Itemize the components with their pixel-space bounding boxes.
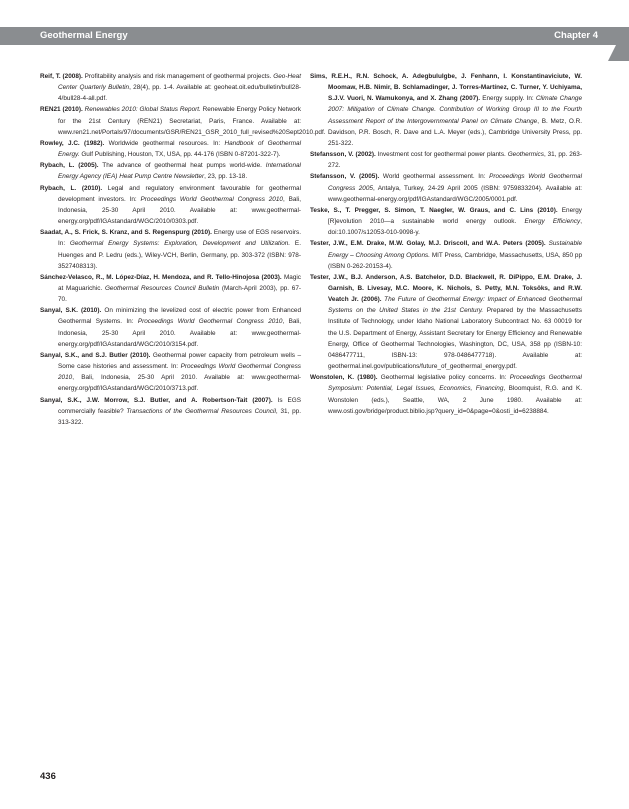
reference-details: Prepared by the Massachusetts Institute of Technology, under Idaho National Laboratory Subcontract No. 63 00019 for the U.S. Department of Energy, Assistant Secretary for Energy Efficiency and Renewable Energy, Office of Geothermal Technologies, Washington, DC, USA, 358 pp (ISBN-10: 0486477711, ISBN-13: 978-0486477718). Available at: geothermal.inel.gov/publications/future_of_geothermal_energy.pdf. <box>328 307 582 371</box>
reference-authors: Saadat, A., S. Frick, S. Kranz, and S. Regenspurg (2010). <box>40 229 212 237</box>
reference-text: Legal and regulatory environment favourable for geothermal development investors. In: <box>58 184 301 203</box>
reference-authors: Reif, T. (2008). <box>40 73 83 80</box>
reference-details: , Bali, Indonesia, 25-30 April 2010. Available at: www.geothermal-energy.org/pdf/IGAstandard/WGC/2010/0303.pdf. <box>58 195 301 226</box>
reference-entry <box>40 227 301 272</box>
references-right-column <box>310 71 582 417</box>
reference-source: Renewables 2010: Global Status Report. <box>84 106 201 114</box>
reference-entry <box>40 183 301 228</box>
reference-details: E. Huenges and P. Ledru (eds.), Wiley-VCH, Berlin, Germany, pp. 303-372 (ISBN: 978-3527408313). <box>58 240 301 270</box>
reference-authors: Wonstolen, K. (1980). <box>310 374 378 382</box>
reference-entry <box>310 372 582 417</box>
reference-details: , Bloomquist, R.G. and K. Wonstolen (eds.), Seattle, WA, 2 June 1980. Available at: www.osti.gov/bridge/product.biblio.jsp?query_id=0&page=0&osti_id=6238884. <box>328 385 582 415</box>
running-title: Geothermal Energy <box>40 30 128 41</box>
reference-authors: Rowley, J.C. (1982). <box>40 139 105 147</box>
reference-text: The advance of geothermal heat pumps world-wide. <box>98 162 266 170</box>
reference-entry <box>40 71 301 104</box>
reference-details: Renewable Energy Policy Network for the 21st Century (REN21) Secretariat, Paris, France. Available at: www.ren21.net/Portals/97/documents/GSR/REN21_GSR_2010_full_revised%20Sept2010.pdf. <box>58 106 326 136</box>
reference-authors: REN21 (2010). <box>40 106 83 114</box>
reference-entry <box>310 238 582 271</box>
reference-source: Geothermal Resources Council Bulletin <box>104 284 220 292</box>
reference-authors: Sanyal, S.K., and S.J. Butler (2010). <box>40 351 151 359</box>
reference-authors: Sanyal, S.K., J.W. Morrow, S.J. Butler, and A. Robertson-Tait (2007). <box>40 396 273 404</box>
reference-source: Proceedings World Geothermal Congress 2010 <box>58 363 301 382</box>
reference-authors: Rybach, L. (2010). <box>40 184 103 192</box>
reference-source: Proceedings World Geothermal Congress 2010 <box>137 318 283 326</box>
reference-source: Climate Change 2007: Mitigation of Climate Change. Contribution of Working Group III to the Fourth Assessment Report of the Intergovernmental Panel on Climate Change <box>328 95 583 125</box>
reference-text: Worldwide geothermal resources. In: <box>104 139 225 147</box>
reference-source: Energy Efficiency <box>524 218 581 226</box>
reference-authors: Teske, S., T. Pregger, S. Simon, T. Naegler, W. Graus, and C. Lins (2010). <box>310 206 558 214</box>
reference-text: Investment cost for geothermal power plants. <box>375 151 508 159</box>
reference-text: Is EGS commercially feasible? <box>58 396 301 415</box>
reference-source: Geothermics <box>507 151 544 159</box>
reference-authors: Stefansson, V. (2002). <box>310 151 376 159</box>
reference-text: Geothermal legislative policy concerns. In: <box>377 374 510 382</box>
reference-details: (March-April 2003), pp. 67-70. <box>58 284 302 304</box>
reference-details: , B. Metz, O.R. Davidson, P.R. Bosch, R. Dave and L.A. Meyer (eds.), Cambridge University Press, pp. 251-322. <box>328 117 582 147</box>
reference-source: Sustainable Energy – Choosing Among Options. <box>328 240 582 259</box>
reference-details: , 23, pp. 13-18. <box>204 173 248 181</box>
reference-entry <box>40 104 326 137</box>
reference-text: Magic at Maguarichic. <box>58 273 301 292</box>
chapter-header-bar <box>0 27 608 45</box>
reference-authors: Tester, J.W., B.J. Anderson, A.S. Batchelor, D.D. Blackwell, R. DiPippo, E.M. Drake, J. Garnish, B. Livesay, M.C. Moore, K. Nichols, S. Petty, M.N. Toksöks, and R.W. Veatch Jr. (2006). <box>310 273 582 304</box>
references-left-column <box>40 71 326 428</box>
reference-details: , Bali, Indonesia, 25-30 April 2010. Available at: www.geothermal-energy.org/pdf/IGAstandard/WGC/2010/3713.pdf. <box>58 374 301 393</box>
reference-text: Energy supply. In: <box>480 95 536 103</box>
reference-details: , 31, pp. 313-322. <box>58 407 301 426</box>
reference-entry <box>310 205 582 238</box>
reference-entry <box>40 350 301 395</box>
reference-details: , 31, pp. 263-272. <box>328 151 582 170</box>
reference-source: The Future of Geothermal Energy: Impact of Enhanced Geothermal Systems on the United States in the 21st Century. <box>328 296 582 315</box>
reference-source: Proceedings Geothermal Symposium: Potential, Legal Issues, Economics, Financing <box>328 374 582 393</box>
reference-source: International Energy Agency (IEA) Heat Pump Centre Newsletter <box>58 162 301 181</box>
reference-entry <box>40 395 301 428</box>
chapter-label: Chapter 4 <box>554 30 598 41</box>
reference-entry <box>310 272 582 372</box>
reference-source: Geo-Heat Center Quarterly Bulletin <box>58 73 301 92</box>
reference-source: Handbook of Geothermal Energy. <box>58 139 301 159</box>
reference-source: Geothermal Energy Systems: Exploration, Development and Utilization. <box>69 240 291 248</box>
reference-text: Energy use of EGS reservoirs. In: <box>58 229 301 248</box>
reference-entry <box>40 272 301 305</box>
reference-details: MIT Press, Cambridge, Massachusetts, USA, 850 pp (ISBN 0-262-20153-4). <box>328 251 582 270</box>
reference-text: World geothermal assessment. In: <box>379 173 490 181</box>
reference-authors: Sánchez-Velasco, R., M. López-Díaz, H. Mendoza, and R. Tello-Hinojosa (2003). <box>40 273 282 281</box>
reference-entry <box>40 138 301 160</box>
reference-entry <box>310 71 582 149</box>
reference-details: , Antalya, Turkey, 24-29 April 2005 (ISBN: 9759833204). Available at: www.geothermal-energy.org/pdf/IGAstandard/WGC/2005/0001.pdf. <box>328 184 582 203</box>
reference-text: Energy [R]evolution 2010—a sustainable world energy outlook. <box>328 206 582 226</box>
reference-entry <box>310 171 582 204</box>
reference-text: Profitability analysis and risk management of geothermal projects. <box>82 73 274 80</box>
reference-details: Gulf Publishing, Houston, TX, USA, pp. 44-176 (ISBN 0-87201-322-7). <box>79 151 281 159</box>
header-accent-notch <box>608 45 616 61</box>
reference-authors: Rybach, L. (2005). <box>40 162 99 170</box>
reference-authors: Stefansson, V. (2005). <box>310 173 380 181</box>
page-number: 436 <box>40 771 56 782</box>
reference-entry <box>40 305 301 350</box>
reference-source: Transactions of the Geothermal Resources Council <box>126 407 276 415</box>
reference-text: Geothermal power capacity from petroleum wells – Some case histories and assessment. In: <box>58 351 302 371</box>
reference-details: , Bali, Indonesia, 25-30 April 2010. Available at: www.geothermal-energy.org/pdf/IGAstandard/WGC/2010/3154.pdf. <box>58 318 301 348</box>
reference-authors: Sanyal, S.K. (2010). <box>40 307 102 315</box>
reference-source: Proceedings World Geothermal Congress 2005 <box>328 173 582 192</box>
reference-text: On minimizing the levelized cost of electric power from Enhanced Geothermal Systems. In: <box>58 307 301 326</box>
reference-details: , 28(4), pp. 1-4. Available at: geoheat.oit.edu/bulletin/bull28-4/bull28-4-all.pdf. <box>58 84 301 103</box>
reference-entry <box>40 160 301 182</box>
reference-authors: Sims, R.E.H., R.N. Schock, A. Adegbululgbe, J. Fenhann, I. Konstantinaviciute, W. Moomaw, H.B. Nimir, B. Schlamadinger, J. Torres-Martínez, C. Turner, Y. Uchiyama, S.J.V. Vuori, N. Wamukonya, and X. Zhang (2007). <box>310 73 582 103</box>
reference-details: , doi:10.1007/s12053-010-9098-y. <box>328 218 582 237</box>
reference-authors: Tester, J.W., E.M. Drake, M.W. Golay, M.J. Driscoll, and W.A. Peters (2005). <box>310 240 546 248</box>
reference-source: Proceedings World Geothermal Congress 2010 <box>140 195 283 203</box>
reference-entry <box>310 149 582 171</box>
